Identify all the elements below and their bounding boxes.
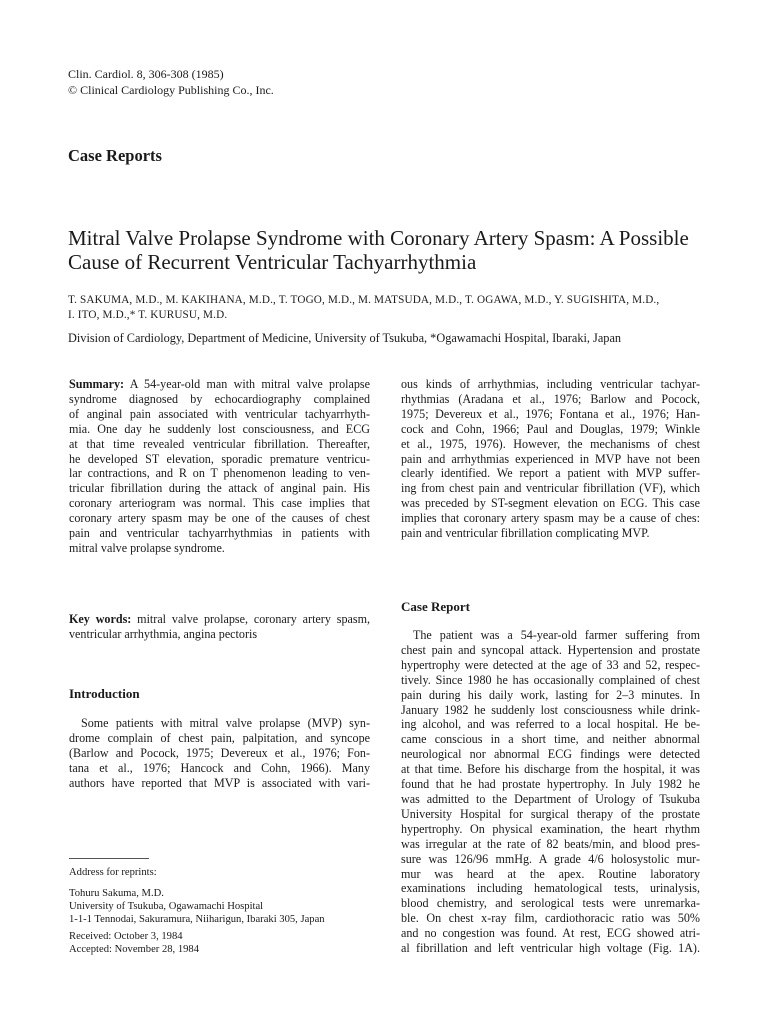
keywords-paragraph xyxy=(69,612,370,642)
case-line: ble. On chest x-ray film, cardiothoracic ratio was 50% xyxy=(401,911,700,926)
intro-line: 1975; Devereux et al., 1976; Fontana et al., 1976; Han- xyxy=(401,406,700,421)
section-heading: Case Reports xyxy=(68,146,162,165)
case-line: The patient was a 54-year-old farmer suffering from xyxy=(413,628,700,642)
authors-line: T. SAKUMA, M.D., M. KAKIHANA, M.D., T. TOGO, M.D., M. MATSUDA, M.D., T. OGAWA, M.D., Y. SUGISHITA, M.D., xyxy=(68,294,660,306)
case-line: pain during his daily work, lasting for 2–3 minutes. In xyxy=(401,687,700,702)
case-line: came conscious in a short time, and neither abnormal xyxy=(401,732,700,747)
intro-line: et al., 1975, 1976). However, the mechanisms of chest xyxy=(401,436,700,451)
reprint-name: Tohuru Sakuma, M.D. xyxy=(69,888,164,899)
intro-line: clearly identified. We report a patient with MVP suffer- xyxy=(401,466,700,481)
case-line: January 1982 he suddenly lost consciousness while drink- xyxy=(401,702,700,717)
received-date: Received: October 3, 1984 xyxy=(69,931,183,942)
title-line: Cause of Recurrent Ventricular Tachyarrhythmia xyxy=(68,250,477,274)
reprint-footnote xyxy=(69,866,325,956)
intro-line: ing from chest pain and ventricular fibrillation (VF), which xyxy=(401,481,700,496)
case-report-paragraph xyxy=(401,628,700,956)
author-list xyxy=(68,293,659,323)
reprint-address: 1-1-1 Tennodai, Sakuramura, Niiharigun, Ibaraki 305, Japan xyxy=(69,914,325,925)
title-line: Mitral Valve Prolapse Syndrome with Coronary Artery Spasm: A Possible xyxy=(68,226,689,250)
summary-line: mia. One day he suddenly lost consciousness, and ECG xyxy=(69,421,370,436)
affiliation: Division of Cardiology, Department of Medicine, University of Tsukuba, *Ogawamachi Hospital, Ibaraki, Japan xyxy=(68,331,622,345)
summary-line: of anginal pain associated with ventricular tachyarrhyth- xyxy=(69,406,370,421)
summary-line: at that time revealed ventricular fibrillation. Thereafter, xyxy=(69,436,370,451)
case-line: neurological nor abnormal ECG findings were detected xyxy=(401,747,700,762)
summary-label: Summary: xyxy=(69,377,125,391)
summary-line: mitral valve prolapse syndrome. xyxy=(69,540,225,555)
case-line: tively. Since 1980 he has occasionally complained of chest xyxy=(401,672,700,687)
summary-line: coronary artery spasm may be one of the causes of chest xyxy=(69,511,370,526)
summary-line: tricular fibrillation during the attack of anginal pain. His xyxy=(69,481,370,496)
case-line: found that he had prostate hypertrophy. In July 1982 he xyxy=(401,777,700,792)
summary-line: pain and ventricular tachyarrhythmias in patients with xyxy=(69,526,370,541)
authors-line: I. ITO, M.D.,* T. KURUSU, M.D. xyxy=(68,309,228,321)
intro-line: was preceded by ST-segment elevation on ECG. This case xyxy=(401,496,700,511)
summary-line: Summary: A 54-year-old man with mitral valve prolapse xyxy=(69,377,370,391)
intro-line: ous kinds of arrhythmias, including ventricular tachyar- xyxy=(401,377,700,391)
case-line: was admitted to the Department of Urology of Tsukuba xyxy=(401,791,700,806)
intro-line: tana et al., 1976; Hancock and Cohn, 1966). Many xyxy=(69,760,370,775)
journal-citation: Clin. Cardiol. 8, 306-308 (1985) xyxy=(68,67,224,81)
intro-line: pain and ventricular fibrillation complicating MVP. xyxy=(401,526,650,541)
case-line: and no congestion was found. At rest, ECG showed atri- xyxy=(401,926,700,941)
summary-line: coronary arteriogram was normal. This case implies that xyxy=(69,496,370,511)
case-line: sure was 126/96 mmHg. A grade 4/6 holosystolic mur- xyxy=(401,851,700,866)
case-line: at that time. Before his discharge from the hospital, it was xyxy=(401,762,700,777)
intro-line: authors have reported that MVP is associated with vari- xyxy=(69,775,370,790)
intro-line: rhythmias (Aradana et al., 1976; Barlow and Pocock, xyxy=(401,391,700,406)
introduction-paragraph xyxy=(69,716,370,791)
case-line: chest pain and syncopal attack. Hypertension and prostate xyxy=(401,642,700,657)
case-line: was irregular at the rate of 82 beats/min, and blood pres- xyxy=(401,836,700,851)
case-line: blood chemistry, and serological tests were unremarka- xyxy=(401,896,700,911)
case-line: ing alcohol, and was referred to a local hospital. He be- xyxy=(401,717,700,732)
case-line: mur was heard at the apex. Routine laboratory xyxy=(401,866,700,881)
article-title xyxy=(68,226,718,274)
keywords-label: Key words: xyxy=(69,612,132,626)
keywords-line: ventricular arrhythmia, angina pectoris xyxy=(69,626,258,641)
intro-line: (Barlow and Pocock, 1975; Devereux et al., 1976; Fon- xyxy=(69,745,370,760)
intro-line: Some patients with mitral valve prolapse (MVP) syn- xyxy=(81,716,370,730)
case-line: hypertrophy. On physical examination, the heart rhythm xyxy=(401,821,700,836)
case-line: University Hospital for surgical therapy of the prostate xyxy=(401,806,700,821)
journal-publisher: © Clinical Cardiology Publishing Co., Inc. xyxy=(68,83,274,97)
case-report-heading: Case Report xyxy=(401,599,470,614)
summary-line: he developed ST elevation, sporadic premature ventricu- xyxy=(69,451,370,466)
keywords-line: Key words: mitral valve prolapse, coronary artery spasm, xyxy=(69,612,370,626)
intro-line: drome complain of chest pain, palpitation, and syncope xyxy=(69,730,370,745)
case-line: al fibrillation and left ventricular high voltage (Fig. 1A). xyxy=(401,941,700,956)
summary-line: syndrome diagnosed by echocardiography complained xyxy=(69,391,370,406)
introduction-continued xyxy=(401,377,700,541)
summary-paragraph xyxy=(69,377,370,556)
case-line: hypertrophy were detected at the age of 33 and 52, respec- xyxy=(401,657,700,672)
accepted-date: Accepted: November 28, 1984 xyxy=(69,944,200,955)
case-line: examinations including hematological tests, urinalysis, xyxy=(401,881,700,896)
summary-line: lar contractions, and R on T phenomenon leading to ven- xyxy=(69,466,370,481)
reprint-heading: Address for reprints: xyxy=(69,867,157,878)
intro-line: implies that coronary artery spasm may be a cause of ches: xyxy=(401,511,700,526)
reprint-institution: University of Tsukuba, Ogawamachi Hospital xyxy=(69,901,264,912)
intro-line: cock and Cohn, 1966; Paul and Douglas, 1979; Winkle xyxy=(401,421,700,436)
journal-header xyxy=(68,66,274,98)
intro-line: pain and arrhythmias experienced in MVP have not been xyxy=(401,451,700,466)
introduction-heading: Introduction xyxy=(69,686,140,701)
footnote-divider xyxy=(69,858,149,859)
